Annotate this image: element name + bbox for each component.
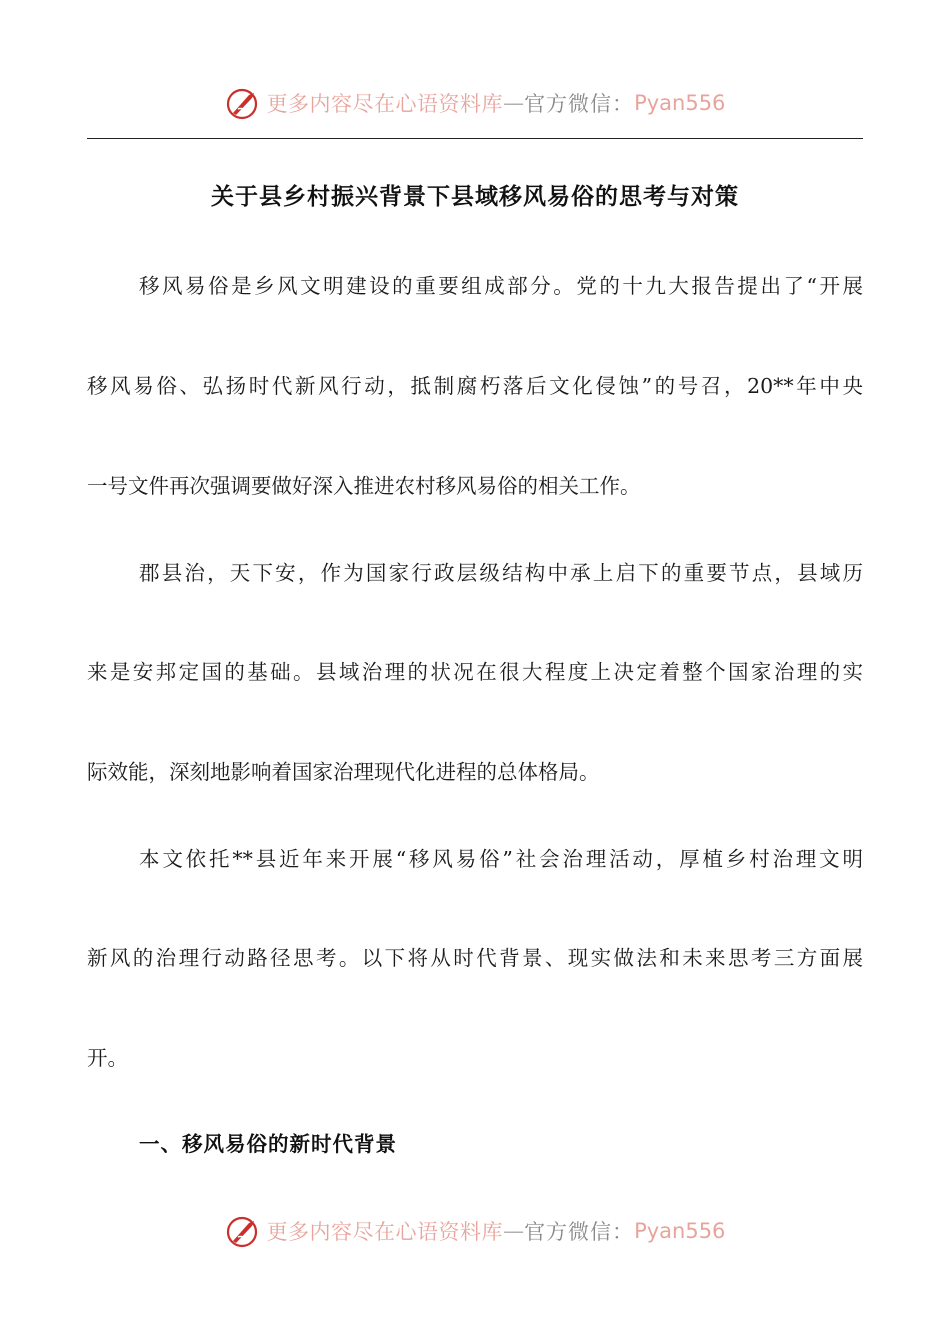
paragraph-3-line-1: 本文依托**县近年来开展“移风易俗”社会治理活动，厚植乡村治理文明 [139,847,863,871]
footer-brand-text: 更多内容尽在心语资料库 [266,1220,504,1244]
paragraph-2-line-3: 际效能，深刻地影响着国家治理现代化进程的总体格局。 [87,760,600,784]
paragraph-3-line-2: 新风的治理行动路径思考。以下将从时代背景、现实做法和未来思考三方面展 [87,946,863,970]
header-banner [0,78,950,128]
paragraph-2-line-1: 郡县治，天下安，作为国家行政层级结构中承上启下的重要节点，县域历 [139,561,863,585]
paragraph-1-line-1: 移风易俗是乡风文明建设的重要组成部分。党的十九大报告提出了“开展 [139,274,863,298]
section-heading: 一、移风易俗的新时代背景 [139,1132,397,1156]
banner-separator: — [503,91,525,115]
paragraph-2-line-2: 来是安邦定国的基础。县域治理的状况在很大程度上决定着整个国家治理的实 [87,660,863,684]
paragraph-1-line-3: 一号文件再次强调要做好深入推进农村移风易俗的相关工作。 [87,474,641,498]
header-divider [87,138,863,139]
footer-wechat-id: Pyan556 [634,1219,726,1243]
banner-wechat-id: Pyan556 [634,91,726,115]
footer-banner [0,1206,950,1256]
footer-separator: — [503,1219,525,1243]
paragraph-1-line-2: 移风易俗、弘扬时代新风行动，抵制腐朽落后文化侵蚀”的号召，20**年中央 [87,374,863,398]
paragraph-3-line-3: 开。 [87,1046,128,1070]
footer-wechat-label: 官方微信： [524,1220,635,1244]
pen-logo-icon [225,1213,261,1249]
banner-wechat-label: 官方微信： [524,92,635,116]
banner-brand-text: 更多内容尽在心语资料库 [266,92,504,116]
pen-logo-icon [225,85,261,121]
document-title: 关于县乡村振兴背景下县域移风易俗的思考与对策 [211,184,739,210]
